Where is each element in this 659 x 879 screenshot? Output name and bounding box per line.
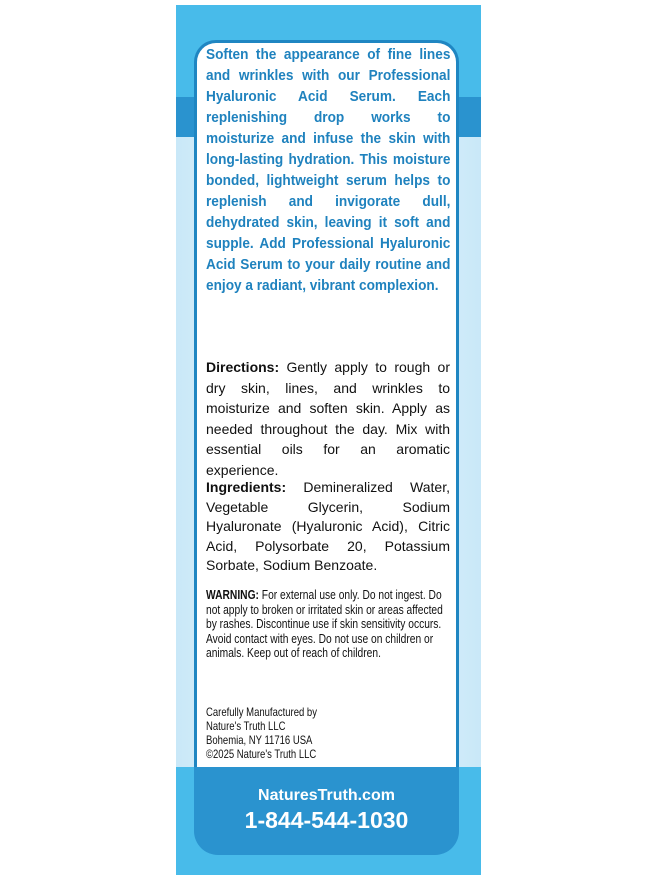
manufacturer-line: Carefully Manufactured by xyxy=(206,706,317,719)
directions-text: Gently apply to rough or dry skin, lines, and wrinkles to moisturize and soften skin. Apply as needed throughout the day. Mix with essential oils for an aromatic experience. xyxy=(206,359,450,478)
phone-number: 1-844-544-1030 xyxy=(244,807,409,833)
warning xyxy=(206,588,450,661)
product-description: Soften the appearance of fine lines and wrinkles with our Professional Hyaluronic Acid Serum. Each replenishing drop works to moisturize and infuse the skin with long-lasting hydration. This moisture bonded, lightweight serum helps to replenish and invigorate dull, dehydrated skin, leaving it soft and supple. Add Professional Hyaluronic Acid Serum to your daily routine and enjoy a radiant, vibrant complexion. xyxy=(206,47,451,294)
ingredients-text: Demineralized Water, Vegetable Glycerin, Sodium Hyaluronate (Hyaluronic Acid), Citric Acid, Polysorbate 20, Potassium Sorbate, Sodium Benzoate. xyxy=(206,479,450,573)
directions xyxy=(206,357,450,480)
warning-text: For external use only. Do not ingest. Do not apply to broken or irritated skin or areas affected by rashes. Discontinue use if skin sensitivity occurs. Avoid contact with eyes. Do not use on children or animals. Keep out of reach of children. xyxy=(206,588,443,660)
ingredients xyxy=(206,478,450,576)
manufacturer-line: Bohemia, NY 11716 USA xyxy=(206,734,313,747)
manufacturer-line: Nature's Truth LLC xyxy=(206,720,286,733)
contact-box xyxy=(194,767,459,855)
website: NaturesTruth.com xyxy=(258,787,395,804)
ingredients-heading: Ingredients: xyxy=(206,479,287,495)
manufacturer-line: ©2025 Nature's Truth LLC xyxy=(206,748,317,761)
directions-heading: Directions: xyxy=(206,359,280,375)
manufacturer-info xyxy=(206,706,450,762)
warning-heading: WARNING: xyxy=(206,588,259,602)
